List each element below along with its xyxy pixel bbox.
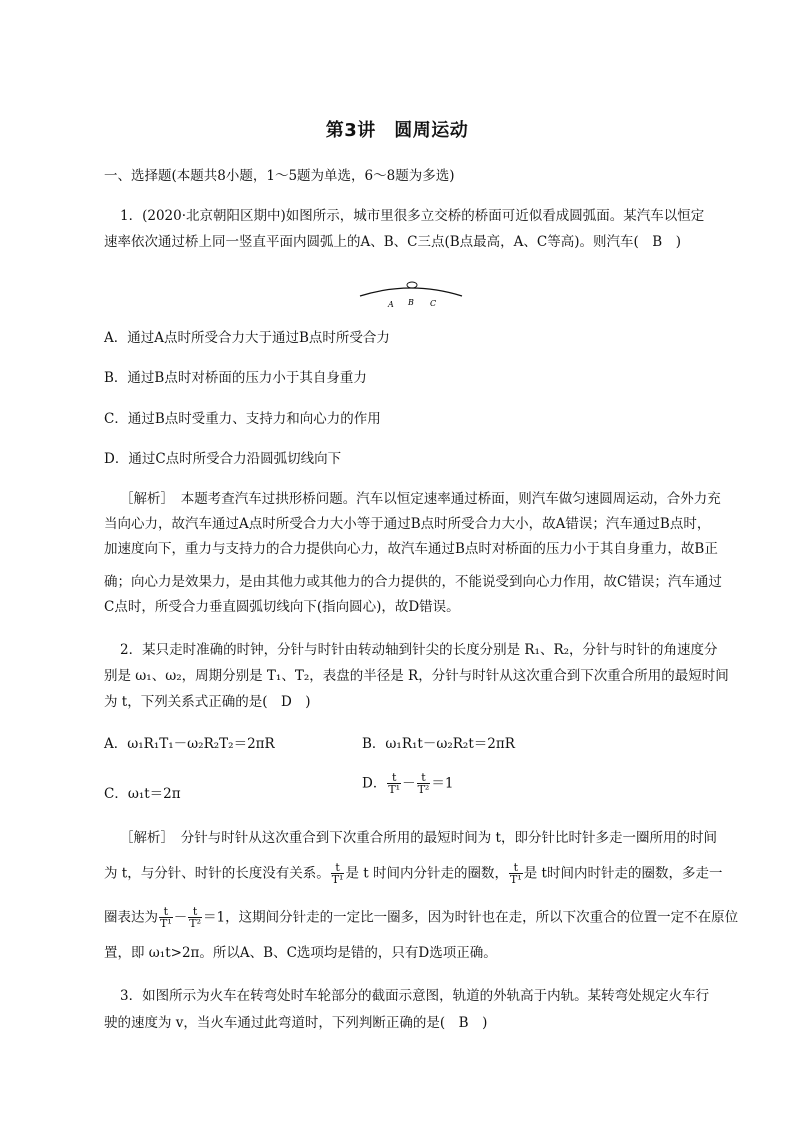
fraction-t-over-t2: $\frac{t}{\text{T²}}$: [417, 771, 430, 796]
section-heading: 一、选择题(本题共8小题，1～5题为单选，6～8题为多选): [104, 168, 455, 184]
q1-option-d: D．通过C点时所受合力沿圆弧切线向下: [104, 451, 342, 467]
fraction-t-over-t1-d: $\frac{t}{\text{T¹}}$: [160, 905, 172, 930]
point-a-label: A: [388, 300, 394, 309]
q1-analysis-line-4: 确；向心力是效果力，是由其他力或其他力的合力提供的，不能说受到向心力作用，故C错误；汽车通过: [104, 574, 722, 590]
car-icon: [407, 282, 417, 288]
q1-option-b: B．通过B点时对桥面的压力小于其自身重力: [104, 370, 367, 386]
q2-option-c: C．ω₁t＝2π: [104, 786, 181, 802]
fraction-t-over-t1: $\frac{t}{\text{T¹}}$: [388, 771, 401, 796]
q2-text-line-1: 2．某只走时准确的时钟，分针与时针由转动轴到针尖的长度分别是 R₁、R₂，分针与时针的角速度分: [120, 642, 718, 658]
q2-option-b: B．ω₁R₁t－ω₂R₂t＝2πR: [362, 736, 515, 752]
q2-text-line-2: 别是 ω₁、ω₂，周期分别是 T₁、T₂，表盘的半径是 R，分针与时针从这次重合到下次重合所用的最短时间: [104, 668, 729, 684]
fraction-t-over-t1-c: $\frac{t}{\text{T¹}}$: [509, 861, 522, 886]
q2-analysis-line-4: 置，即 ω₁t>2π。所以A、B、C选项均是错的，只有D选项正确。: [104, 945, 497, 961]
q1-text-line-1: 1．(2020·北京朝阳区期中)如图所示，城市里很多立交桥的桥面可近似看成圆弧面。某汽车以恒定: [120, 208, 705, 224]
q1-text-line-2: 速率依次通过桥上同一竖直平面内圆弧上的A、B、C三点(B点最高，A、C等高)。则汽车( B ): [104, 234, 681, 250]
q1-option-c: C．通过B点时受重力、支持力和向心力的作用: [104, 411, 381, 427]
point-b-label: B: [408, 298, 414, 307]
q2-option-d: D． $\frac{t}{\text{T¹}}$ － $\frac{t}{\text{T²}}$ ＝1: [362, 771, 454, 796]
q3-text-line-1: 3．如图所示为火车在转弯处时车轮部分的截面示意图，轨道的外轨高于内轨。某转弯处规定火车行: [120, 988, 710, 1004]
page-title: 第3讲 圆周运动: [325, 120, 469, 141]
q1-analysis-line-2: 当向心力，故汽车通过A点时所受合力大小等于通过B点时所受合力大小，故A错误；汽车通过B点时，: [104, 516, 711, 532]
bridge-arc: [360, 288, 462, 296]
fraction-t-over-t2-d: $\frac{t}{\text{T²}}$: [189, 905, 201, 930]
fraction-t-over-t1-b: $\frac{t}{\text{T¹}}$: [331, 861, 344, 886]
q2-analysis-line-1: ［解析］ 分针与时针从这次重合到下次重合所用的最短时间为 t，即分针比时针多走一圈所用的时间: [120, 830, 717, 846]
q2-option-d-prefix: D．: [362, 775, 387, 792]
point-c-label: C: [430, 299, 437, 308]
q2-option-a: A．ω₁R₁T₁－ω₂R₂T₂＝2πR: [104, 736, 275, 752]
q1-analysis-line-3: 加速度向下，重力与支持力的合力提供向心力，故汽车通过B点时对桥面的压力小于其自身重力，故B正: [104, 541, 718, 557]
bridge-arc-figure: [356, 278, 466, 312]
q2-analysis-line-3: 圈表达为 $\frac{t}{\text{T¹}}$ － $\frac{t}{\text{T²}}$ ＝1，这期间分针走的一定比一圈多，因为时针也在走，所以下次重合的位置一定不在原位: [104, 905, 739, 930]
q1-analysis-line-5: C点时，所受合力垂直圆弧切线向下(指向圆心)，故D错误。: [104, 599, 460, 615]
q3-text-line-2: 驶的速度为 v，当火车通过此弯道时，下列判断正确的是( B ): [104, 1015, 488, 1031]
q1-option-a: A．通过A点时所受合力大于通过B点时所受合力: [104, 330, 390, 346]
q2-analysis-line-2: 为 t，与分针、时针的长度没有关系。 $\frac{t}{\text{T¹}}$ 是 t 时间内分针走的圈数， $\frac{t}{\text{T¹}}$ 是 t时间内时针走的圈数，多走一: [104, 861, 723, 886]
q2-text-line-3: 为 t，下列关系式正确的是( D ): [104, 694, 311, 710]
q1-analysis-line-1: ［解析］ 本题考查汽车过拱形桥问题。汽车以恒定速率通过桥面，则汽车做匀速圆周运动，合外力充: [120, 491, 721, 507]
